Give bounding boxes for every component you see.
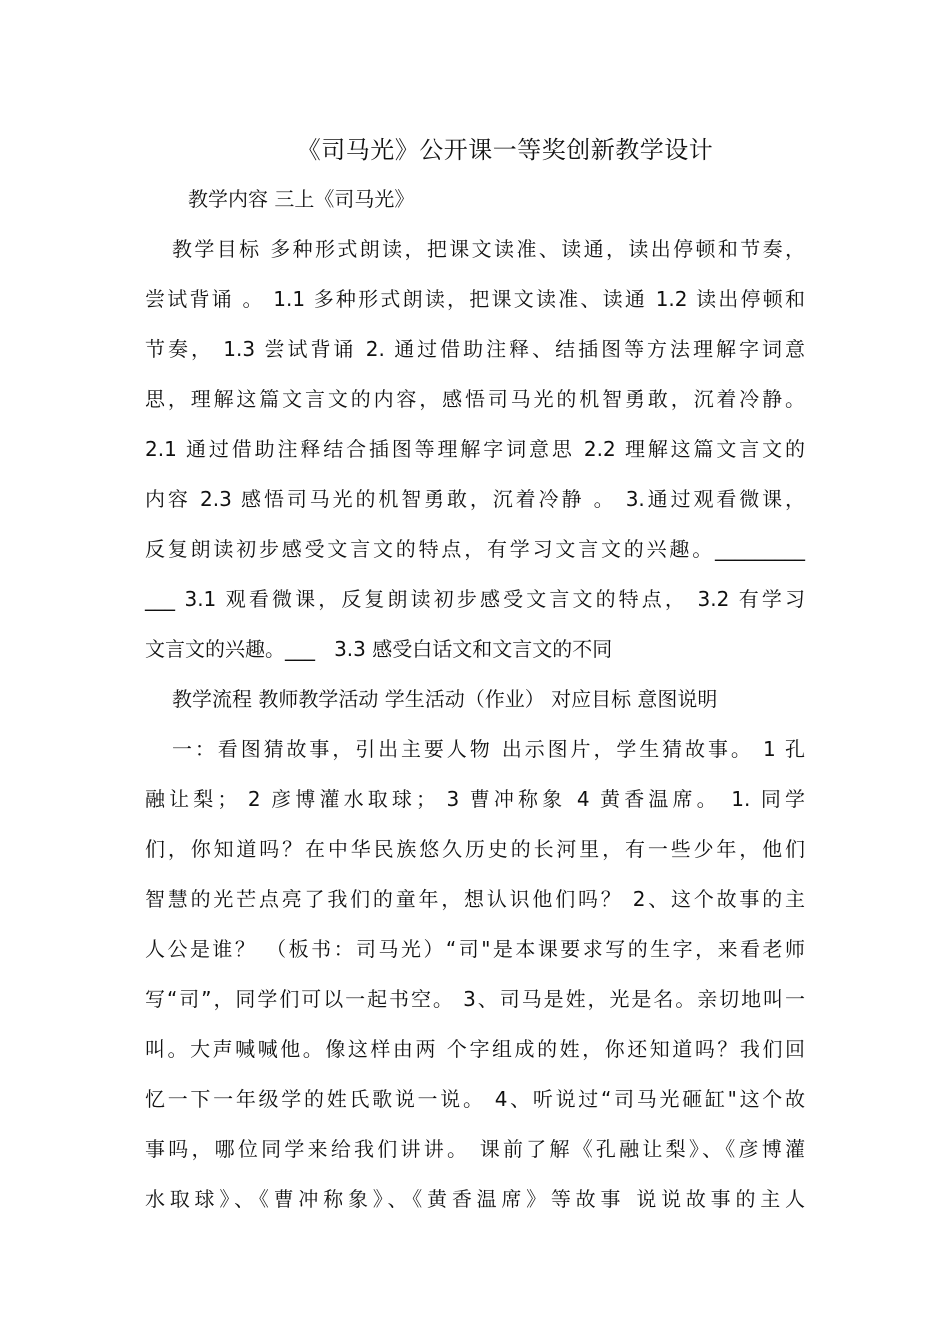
paragraph-line: 2.1 通过借助注释结合插图等理解字词意思 2.2 理解这篇文言文的 bbox=[145, 437, 805, 461]
paragraph-line: 节奏， 1.3 尝试背诵 2. 通过借助注释、结插图等方法理解字词意 bbox=[145, 337, 805, 361]
paragraph-line: 文言文的兴趣。___ 3.3 感受白话文和文言文的不同 bbox=[145, 637, 613, 661]
paragraph-line: 反复朗读初步感受文言文的特点，有学习文言文的兴趣。_________ bbox=[145, 537, 805, 561]
paragraph-line: 教学流程 教师教学活动 学生活动（作业） 对应目标 意图说明 bbox=[172, 687, 718, 711]
paragraph-line: ___ 3.1 观看微课，反复朗读初步感受文言文的特点， 3.2 有学习 bbox=[145, 587, 805, 611]
paragraph-line: 写“司”，同学们可以一起书空。 3、司马是姓，光是名。亲切地叫一 bbox=[145, 987, 805, 1011]
document-title: 《司马光》公开课一等奖创新教学设计 bbox=[296, 136, 714, 164]
paragraph-line: 融让梨； 2 彦博灌水取球； 3 曹冲称象 4 黄香温席。 1. 同学 bbox=[145, 787, 805, 811]
paragraph-line: 们，你知道吗？在中华民族悠久历史的长河里，有一些少年，他们 bbox=[145, 837, 805, 861]
paragraph-line: 内容 2.3 感悟司马光的机智勇敢，沉着冷静 。 3.通过观看微课， bbox=[145, 487, 805, 511]
paragraph-line: 智慧的光芒点亮了我们的童年，想认识他们吗？ 2、这个故事的主 bbox=[145, 887, 805, 911]
paragraph-line: 忆一下一年级学的姓氏歌说一说。 4、听说过“司马光砸缸"这个故 bbox=[145, 1087, 805, 1111]
paragraph-line: 水取球》、《曹冲称象》、《黄香温席》等故事 说说故事的主人 bbox=[145, 1187, 805, 1211]
paragraph-line: 教学目标 多种形式朗读，把课文读准、读通，读出停顿和节奏， bbox=[172, 237, 805, 261]
paragraph-line: 事吗，哪位同学来给我们讲讲。 课前了解《孔融让梨》、《彦博灌 bbox=[145, 1137, 805, 1161]
paragraph-line: 叫。大声喊喊他。像这样由两 个字组成的姓，你还知道吗？我们回 bbox=[145, 1037, 805, 1061]
paragraph-line: 尝试背诵 。 1.1 多种形式朗读，把课文读准、读通 1.2 读出停顿和 bbox=[145, 287, 805, 311]
paragraph-line: 教学内容 三上《司马光》 bbox=[188, 187, 415, 211]
paragraph-line: 思，理解这篇文言文的内容，感悟司马光的机智勇敢，沉着冷静。 bbox=[145, 387, 805, 411]
paragraph-line: 人公是谁？ （板书：司马光）“司"是本课要求写的生字，来看老师 bbox=[145, 937, 805, 961]
paragraph-line: 一：看图猜故事，引出主要人物 出示图片，学生猜故事。 1 孔 bbox=[172, 737, 805, 761]
